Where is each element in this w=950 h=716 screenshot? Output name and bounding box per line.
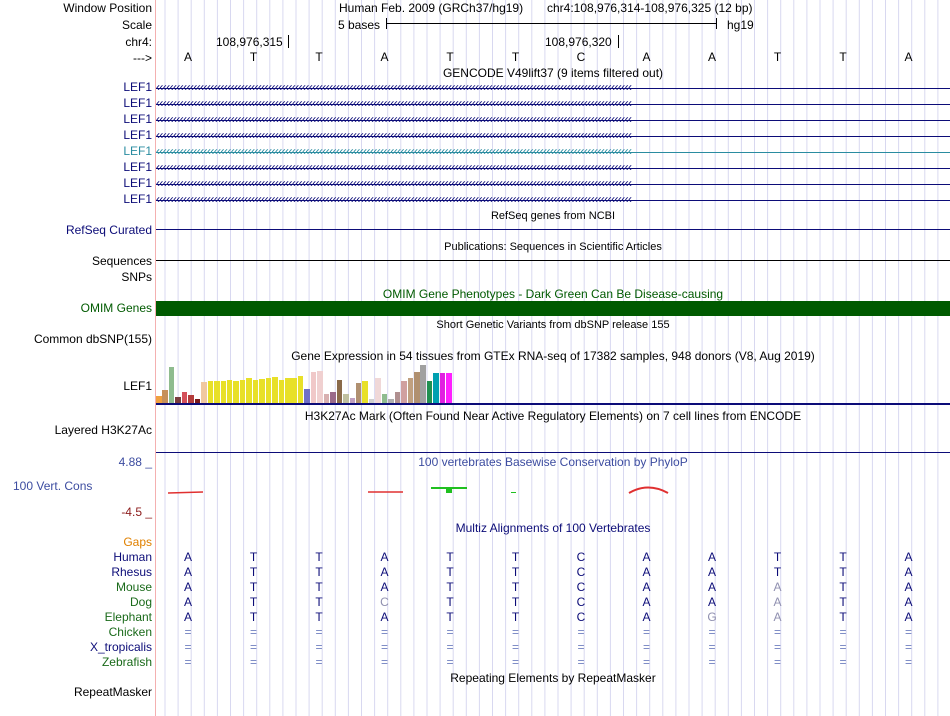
cons-track-title[interactable]: 100 vertebrates Basewise Conservation by PhyloP <box>418 455 688 469</box>
multiz-base: A <box>642 550 651 564</box>
gencode-intron-line <box>156 136 950 137</box>
multiz-base: C <box>576 580 586 594</box>
cons-label[interactable]: 100 Vert. Cons <box>13 479 93 493</box>
base-letter: A <box>642 50 651 64</box>
gtex-tissue-bar[interactable] <box>272 377 278 403</box>
multiz-base: C <box>576 565 586 579</box>
multiz-base: A <box>707 565 717 579</box>
multiz-base: T <box>839 550 847 564</box>
gencode-gene-label[interactable]: LEF1 <box>123 176 152 190</box>
multiz-base: = <box>904 655 913 669</box>
multiz-base: = <box>577 625 585 639</box>
gtex-tissue-bar[interactable] <box>169 367 175 403</box>
multiz-base: A <box>707 580 717 594</box>
gencode-gene-label[interactable]: LEF1 <box>123 112 152 126</box>
gtex-tissue-bar[interactable] <box>266 378 272 403</box>
gencode-transcript[interactable]: ‹‹‹‹‹‹‹‹‹‹‹‹‹‹‹‹‹‹‹‹‹‹‹‹‹‹‹‹‹‹‹‹‹‹‹‹‹‹‹‹‹‹‹‹‹‹‹‹‹‹‹‹‹‹‹‹‹‹‹‹‹‹‹‹‹‹‹‹‹‹‹‹‹‹‹‹‹‹‹‹‹‹‹‹‹‹‹‹‹‹‹‹‹‹‹‹‹‹‹‹‹‹‹‹‹‹‹‹‹‹‹‹‹‹‹‹‹‹‹‹‹‹‹‹‹‹‹‹‹‹‹‹‹‹‹‹‹‹‹‹ <box>156 176 632 190</box>
gencode-transcript[interactable]: ‹‹‹‹‹‹‹‹‹‹‹‹‹‹‹‹‹‹‹‹‹‹‹‹‹‹‹‹‹‹‹‹‹‹‹‹‹‹‹‹‹‹‹‹‹‹‹‹‹‹‹‹‹‹‹‹‹‹‹‹‹‹‹‹‹‹‹‹‹‹‹‹‹‹‹‹‹‹‹‹‹‹‹‹‹‹‹‹‹‹‹‹‹‹‹‹‹‹‹‹‹‹‹‹‹‹‹‹‹‹‹‹‹‹‹‹‹‹‹‹‹‹‹‹‹‹‹‹‹‹‹‹‹‹‹‹‹‹‹‹ <box>156 160 632 174</box>
base-letter: T <box>511 50 520 64</box>
gencode-intron-line <box>156 168 950 169</box>
chr-label: chr4: <box>125 35 152 49</box>
gtex-tissue-bar[interactable] <box>440 373 446 403</box>
multiz-base: = <box>380 625 389 639</box>
multiz-base: A <box>183 565 193 579</box>
gtex-tissue-bar[interactable] <box>291 378 297 403</box>
gencode-intron-line <box>156 88 950 89</box>
multiz-species-label[interactable]: Zebrafish <box>101 655 152 669</box>
multiz-base: A <box>183 580 193 594</box>
multiz-base: T <box>511 550 520 564</box>
multiz-base: = <box>708 655 716 669</box>
multiz-base: = <box>249 640 258 654</box>
multiz-base: T <box>446 595 454 609</box>
gtex-tissue-bar[interactable] <box>253 380 259 403</box>
multiz-base: T <box>315 610 323 624</box>
multiz-base: T <box>315 565 323 579</box>
multiz-base: A <box>773 595 782 609</box>
omim-track-title[interactable]: OMIM Gene Phenotypes - Dark Green Can Be Disease-causing <box>382 287 724 301</box>
gencode-transcript[interactable]: ‹‹‹‹‹‹‹‹‹‹‹‹‹‹‹‹‹‹‹‹‹‹‹‹‹‹‹‹‹‹‹‹‹‹‹‹‹‹‹‹‹‹‹‹‹‹‹‹‹‹‹‹‹‹‹‹‹‹‹‹‹‹‹‹‹‹‹‹‹‹‹‹‹‹‹‹‹‹‹‹‹‹‹‹‹‹‹‹‹‹‹‹‹‹‹‹‹‹‹‹‹‹‹‹‹‹‹‹‹‹‹‹‹‹‹‹‹‹‹‹‹‹‹‹‹‹‹‹‹‹‹‹‹‹‹‹‹‹‹‹ <box>156 192 632 206</box>
gencode-transcript[interactable]: ‹‹‹‹‹‹‹‹‹‹‹‹‹‹‹‹‹‹‹‹‹‹‹‹‹‹‹‹‹‹‹‹‹‹‹‹‹‹‹‹‹‹‹‹‹‹‹‹‹‹‹‹‹‹‹‹‹‹‹‹‹‹‹‹‹‹‹‹‹‹‹‹‹‹‹‹‹‹‹‹‹‹‹‹‹‹‹‹‹‹‹‹‹‹‹‹‹‹‹‹‹‹‹‹‹‹‹‹‹‹‹‹‹‹‹‹‹‹‹‹‹‹‹‹‹‹‹‹‹‹‹‹‹‹‹‹‹‹‹‹ <box>156 144 632 158</box>
gtex-tissue-bar[interactable] <box>446 373 452 403</box>
multiz-base: T <box>315 580 323 594</box>
multiz-base: A <box>904 610 913 624</box>
multiz-base: T <box>249 565 258 579</box>
multiz-base: A <box>773 610 782 624</box>
multiz-base: = <box>446 640 454 654</box>
scale-text: 5 bases <box>338 18 381 32</box>
multiz-base: T <box>839 610 847 624</box>
gtex-tissue-bar[interactable] <box>162 390 168 403</box>
gtex-tissue-bar[interactable] <box>240 380 246 403</box>
multiz-base: = <box>380 640 389 654</box>
multiz-base: A <box>707 595 717 609</box>
multiz-base: A <box>642 610 651 624</box>
multiz-base: T <box>446 580 454 594</box>
multiz-base: A <box>183 595 193 609</box>
gtex-tissue-bar[interactable] <box>330 392 336 403</box>
multiz-base: = <box>315 640 323 654</box>
multiz-base: = <box>315 625 323 639</box>
base-letter: T <box>446 50 454 64</box>
multiz-base: = <box>839 625 847 639</box>
h3k27ac-baseline <box>156 452 950 453</box>
multiz-base: A <box>380 565 389 579</box>
gtex-tissue-bar[interactable] <box>304 389 310 403</box>
gtex-tissue-bar[interactable] <box>246 378 252 403</box>
multiz-base: = <box>642 655 651 669</box>
publications-track-title[interactable]: Publications: Sequences in Scientific Articles <box>444 241 662 253</box>
gencode-transcript[interactable]: ‹‹‹‹‹‹‹‹‹‹‹‹‹‹‹‹‹‹‹‹‹‹‹‹‹‹‹‹‹‹‹‹‹‹‹‹‹‹‹‹‹‹‹‹‹‹‹‹‹‹‹‹‹‹‹‹‹‹‹‹‹‹‹‹‹‹‹‹‹‹‹‹‹‹‹‹‹‹‹‹‹‹‹‹‹‹‹‹‹‹‹‹‹‹‹‹‹‹‹‹‹‹‹‹‹‹‹‹‹‹‹‹‹‹‹‹‹‹‹‹‹‹‹‹‹‹‹‹‹‹‹‹‹‹‹‹‹‹‹‹ <box>156 128 632 142</box>
multiz-base: = <box>904 640 913 654</box>
gencode-transcript[interactable]: ‹‹‹‹‹‹‹‹‹‹‹‹‹‹‹‹‹‹‹‹‹‹‹‹‹‹‹‹‹‹‹‹‹‹‹‹‹‹‹‹‹‹‹‹‹‹‹‹‹‹‹‹‹‹‹‹‹‹‹‹‹‹‹‹‹‹‹‹‹‹‹‹‹‹‹‹‹‹‹‹‹‹‹‹‹‹‹‹‹‹‹‹‹‹‹‹‹‹‹‹‹‹‹‹‹‹‹‹‹‹‹‹‹‹‹‹‹‹‹‹‹‹‹‹‹‹‹‹‹‹‹‹‹‹‹‹‹‹‹‹ <box>156 96 632 110</box>
multiz-base: T <box>839 580 847 594</box>
multiz-base: = <box>184 655 192 669</box>
multiz-base: A <box>380 550 389 564</box>
multiz-base: A <box>904 580 913 594</box>
multiz-base: = <box>315 655 323 669</box>
gtex-tissue-bar[interactable] <box>382 394 388 403</box>
multiz-base: T <box>773 550 782 564</box>
dbsnp-track-title[interactable]: Short Genetic Variants from dbSNP release 155 <box>436 319 670 331</box>
gencode-track-title[interactable]: GENCODE V49lift37 (9 items filtered out) <box>442 66 664 80</box>
window-position-label: Window Position <box>63 1 152 15</box>
gtex-gene-label[interactable]: LEF1 <box>123 379 152 393</box>
multiz-base: T <box>773 565 782 579</box>
gtex-tissue-bar[interactable] <box>208 381 214 403</box>
gtex-tissue-bar[interactable] <box>343 394 349 403</box>
gtex-tissue-bar[interactable] <box>188 395 194 403</box>
gtex-tissue-bar[interactable] <box>420 365 426 403</box>
gtex-tissue-bar[interactable] <box>311 372 317 403</box>
multiz-base: = <box>249 655 258 669</box>
multiz-species-label[interactable]: Mouse <box>115 580 152 594</box>
scale-label: Scale <box>121 18 152 32</box>
gtex-tissue-bar[interactable] <box>362 381 368 403</box>
multiz-base: = <box>773 640 782 654</box>
base-letter: T <box>315 50 323 64</box>
base-letter: A <box>183 50 193 64</box>
multiz-base: = <box>904 625 913 639</box>
gencode-intron-line <box>156 120 950 121</box>
gtex-tissue-bar[interactable] <box>227 380 233 403</box>
multiz-base: A <box>642 565 651 579</box>
publications-sequences-label[interactable]: Sequences <box>91 254 152 268</box>
multiz-base: A <box>183 550 193 564</box>
multiz-base: = <box>642 625 651 639</box>
gencode-gene-label[interactable]: LEF1 <box>123 128 152 142</box>
multiz-base: C <box>576 550 586 564</box>
multiz-species-label[interactable]: X_tropicalis <box>89 640 152 654</box>
gtex-tissue-bar[interactable] <box>433 373 439 403</box>
multiz-base: A <box>904 565 913 579</box>
multiz-base: T <box>315 595 323 609</box>
gencode-intron-line <box>156 104 950 105</box>
gtex-tissue-bar[interactable] <box>324 394 330 403</box>
gtex-tissue-bar[interactable] <box>156 396 162 403</box>
multiz-track-title[interactable]: Multiz Alignments of 100 Vertebrates <box>455 521 651 535</box>
multiz-species-label[interactable]: Rhesus <box>111 565 152 579</box>
multiz-base: = <box>577 640 585 654</box>
gtex-tissue-bar[interactable] <box>401 381 407 403</box>
base-letter: T <box>249 50 258 64</box>
multiz-base: = <box>184 640 192 654</box>
multiz-species-label[interactable]: Elephant <box>104 610 152 624</box>
repeatmasker-label[interactable]: RepeatMasker <box>73 685 152 699</box>
multiz-species-label[interactable]: Human <box>113 550 152 564</box>
multiz-species-label[interactable]: Dog <box>129 595 152 609</box>
gtex-tissue-bar[interactable] <box>317 371 323 403</box>
cons-ymin: -4.5 _ <box>121 505 152 519</box>
gtex-tissue-bar[interactable] <box>279 380 285 403</box>
gtex-tissue-bar[interactable] <box>182 392 188 403</box>
multiz-base: = <box>249 625 258 639</box>
multiz-base: T <box>511 610 520 624</box>
multiz-base: A <box>380 610 389 624</box>
multiz-base: = <box>708 625 716 639</box>
multiz-base: T <box>249 580 258 594</box>
gencode-gene-label[interactable]: LEF1 <box>123 144 152 158</box>
multiz-base: T <box>839 565 847 579</box>
multiz-base: = <box>773 625 782 639</box>
multiz-base: C <box>576 610 586 624</box>
position-readout: chr4:108,976,314-108,976,325 (12 bp) <box>547 1 753 15</box>
gencode-gene-label[interactable]: LEF1 <box>123 160 152 174</box>
dbsnp-label[interactable]: Common dbSNP(155) <box>33 332 152 346</box>
base-letter: A <box>707 50 717 64</box>
multiz-gaps-label[interactable]: Gaps <box>123 535 152 549</box>
multiz-base: = <box>642 640 651 654</box>
coord-label-1: 108,976,315 <box>216 35 283 49</box>
h3k27ac-track-title[interactable]: H3K27Ac Mark (Often Found Near Active Regulatory Elements) on 7 cell lines from ENCODE <box>304 409 802 423</box>
h3k27ac-label[interactable]: Layered H3K27Ac <box>54 423 152 437</box>
gtex-tissue-bar[interactable] <box>408 378 414 403</box>
repeatmasker-track-title[interactable]: Repeating Elements by RepeatMasker <box>450 671 656 685</box>
multiz-base: A <box>707 550 717 564</box>
multiz-base: = <box>511 640 520 654</box>
multiz-base: A <box>904 595 913 609</box>
gencode-transcript[interactable]: ‹‹‹‹‹‹‹‹‹‹‹‹‹‹‹‹‹‹‹‹‹‹‹‹‹‹‹‹‹‹‹‹‹‹‹‹‹‹‹‹‹‹‹‹‹‹‹‹‹‹‹‹‹‹‹‹‹‹‹‹‹‹‹‹‹‹‹‹‹‹‹‹‹‹‹‹‹‹‹‹‹‹‹‹‹‹‹‹‹‹‹‹‹‹‹‹‹‹‹‹‹‹‹‹‹‹‹‹‹‹‹‹‹‹‹‹‹‹‹‹‹‹‹‹‹‹‹‹‹‹‹‹‹‹‹‹‹‹‹‹ <box>156 112 632 126</box>
multiz-base: C <box>380 595 389 609</box>
multiz-base: A <box>642 580 651 594</box>
coord-tick-2 <box>618 35 619 48</box>
multiz-base: A <box>183 610 193 624</box>
multiz-base: T <box>249 550 258 564</box>
gencode-intron-line <box>156 152 950 153</box>
multiz-base: T <box>249 610 258 624</box>
omim-label[interactable]: OMIM Genes <box>80 301 152 315</box>
multiz-base: = <box>184 625 192 639</box>
gencode-gene-label[interactable]: LEF1 <box>123 96 152 110</box>
multiz-base: T <box>315 550 323 564</box>
gencode-gene-label[interactable]: LEF1 <box>123 80 152 94</box>
multiz-base: = <box>839 655 847 669</box>
base-letter: T <box>839 50 847 64</box>
gtex-tissue-bar[interactable] <box>233 381 239 403</box>
gtex-tissue-bar[interactable] <box>214 381 220 403</box>
multiz-base: T <box>249 595 258 609</box>
multiz-base: T <box>446 550 454 564</box>
cons-ymax: 4.88 _ <box>118 455 152 469</box>
cons-wiggle[interactable] <box>156 480 950 500</box>
gtex-tissue-bar[interactable] <box>298 376 304 403</box>
multiz-base: A <box>904 550 913 564</box>
multiz-base: T <box>839 595 847 609</box>
multiz-base: = <box>511 655 520 669</box>
omim-feature-bar[interactable] <box>156 301 950 316</box>
multiz-base: A <box>773 580 782 594</box>
refseq-label[interactable]: RefSeq Curated <box>65 223 152 237</box>
multiz-base: = <box>773 655 782 669</box>
multiz-base: A <box>642 595 651 609</box>
multiz-base: T <box>511 580 520 594</box>
gencode-gene-label[interactable]: LEF1 <box>123 192 152 206</box>
multiz-base: = <box>511 625 520 639</box>
multiz-base: A <box>380 580 389 594</box>
gtex-tissue-bar[interactable] <box>356 383 362 403</box>
gtex-tissue-bar[interactable] <box>395 392 401 403</box>
multiz-base: = <box>577 655 585 669</box>
multiz-base: = <box>839 640 847 654</box>
gtex-tissue-bar[interactable] <box>375 378 381 403</box>
gtex-tissue-bar[interactable] <box>201 382 207 403</box>
coord-tick-1 <box>288 35 289 48</box>
publications-snps-label[interactable]: SNPs <box>121 270 152 284</box>
multiz-base: C <box>576 595 586 609</box>
coord-label-2: 108,976,320 <box>545 35 612 49</box>
base-letter: C <box>576 50 586 64</box>
base-letter: A <box>904 50 913 64</box>
multiz-base: = <box>708 640 716 654</box>
multiz-base: = <box>446 625 454 639</box>
scale-bar <box>386 23 716 24</box>
gencode-intron-line <box>156 184 950 185</box>
multiz-base: T <box>511 565 520 579</box>
scale-bar-tick-left <box>386 18 387 29</box>
arrow-label: ---> <box>133 51 152 65</box>
gtex-tissue-bar[interactable] <box>221 381 227 403</box>
multiz-base: G <box>707 610 717 624</box>
multiz-species-label[interactable]: Chicken <box>108 625 152 639</box>
base-letter: A <box>380 50 389 64</box>
gtex-gene-line <box>156 403 950 405</box>
gtex-tissue-bar[interactable] <box>414 372 420 403</box>
multiz-base: T <box>446 565 454 579</box>
publications-line[interactable] <box>156 260 950 261</box>
gtex-tissue-bar[interactable] <box>259 379 265 403</box>
multiz-base: = <box>446 655 454 669</box>
db-name: hg19 <box>727 18 754 32</box>
gencode-transcript[interactable]: ‹‹‹‹‹‹‹‹‹‹‹‹‹‹‹‹‹‹‹‹‹‹‹‹‹‹‹‹‹‹‹‹‹‹‹‹‹‹‹‹‹‹‹‹‹‹‹‹‹‹‹‹‹‹‹‹‹‹‹‹‹‹‹‹‹‹‹‹‹‹‹‹‹‹‹‹‹‹‹‹‹‹‹‹‹‹‹‹‹‹‹‹‹‹‹‹‹‹‹‹‹‹‹‹‹‹‹‹‹‹‹‹‹‹‹‹‹‹‹‹‹‹‹‹‹‹‹‹‹‹‹‹‹‹‹‹‹‹‹‹ <box>156 80 632 94</box>
base-letter: T <box>773 50 782 64</box>
gtex-tissue-bar[interactable] <box>337 380 343 403</box>
gtex-tissue-bar[interactable] <box>285 378 291 403</box>
multiz-base: T <box>446 610 454 624</box>
multiz-base: = <box>380 655 389 669</box>
refseq-line[interactable] <box>156 229 950 230</box>
gencode-intron-line <box>156 200 950 201</box>
gtex-tissue-bar[interactable] <box>427 381 433 403</box>
assembly-name: Human Feb. 2009 (GRCh37/hg19) <box>339 1 524 15</box>
multiz-base: T <box>511 595 520 609</box>
refseq-track-title[interactable]: RefSeq genes from NCBI <box>490 210 616 222</box>
gtex-track-title[interactable]: Gene Expression in 54 tissues from GTEx RNA-seq of 17382 samples, 948 donors (V8, Aug 2019) <box>291 349 815 363</box>
scale-bar-tick-right <box>716 18 717 29</box>
